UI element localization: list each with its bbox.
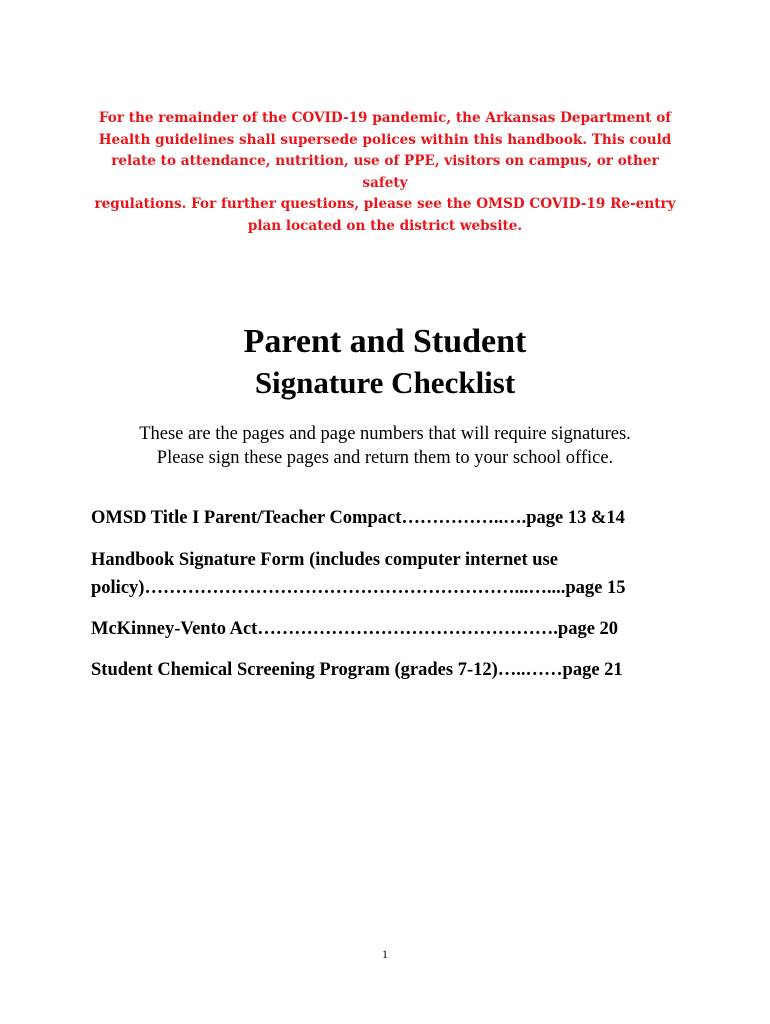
notice-line: plan located on the district website.	[247, 217, 523, 234]
page-number: 1	[382, 947, 388, 961]
checklist-item-title-i-compact	[91, 504, 691, 532]
checklist-item-text: policy)……………………………………………………...…....page 15	[91, 578, 626, 598]
intro-line: These are the pages and page numbers that will require signatures.	[139, 424, 631, 444]
checklist-item-handbook-signature-form	[91, 546, 691, 602]
checklist-item-text: Student Chemical Screening Program (grades 7-12)…..……page 21	[91, 660, 623, 680]
checklist-item-mckinney-vento	[91, 615, 691, 643]
notice-line: Health guidelines shall supersede polices within this handbook. This could	[98, 131, 672, 148]
signature-checklist	[91, 504, 691, 684]
intro-text	[60, 422, 710, 470]
checklist-item-text: McKinney-Vento Act………………………………………….page 20	[91, 619, 619, 639]
page-title: Parent and Student	[243, 323, 527, 360]
notice-line: For the remainder of the COVID-19 pandemic, the Arkansas Department of	[98, 110, 672, 126]
covid-notice	[88, 108, 682, 237]
checklist-item-chemical-screening	[91, 656, 691, 684]
intro-line: Please sign these pages and return them to your school office.	[156, 448, 614, 468]
checklist-item-text: OMSD Title I Parent/Teacher Compact……………..….page 13 &14	[91, 508, 625, 528]
checklist-item-text: Handbook Signature Form (includes computer internet use	[91, 550, 558, 570]
notice-line: regulations. For further questions, please see the OMSD COVID-19 Re-entry	[94, 196, 676, 212]
page-subtitle: Signature Checklist	[254, 365, 516, 400]
notice-line: relate to attendance, nutrition, use of PPE, visitors on campus, or other safety	[111, 153, 659, 191]
